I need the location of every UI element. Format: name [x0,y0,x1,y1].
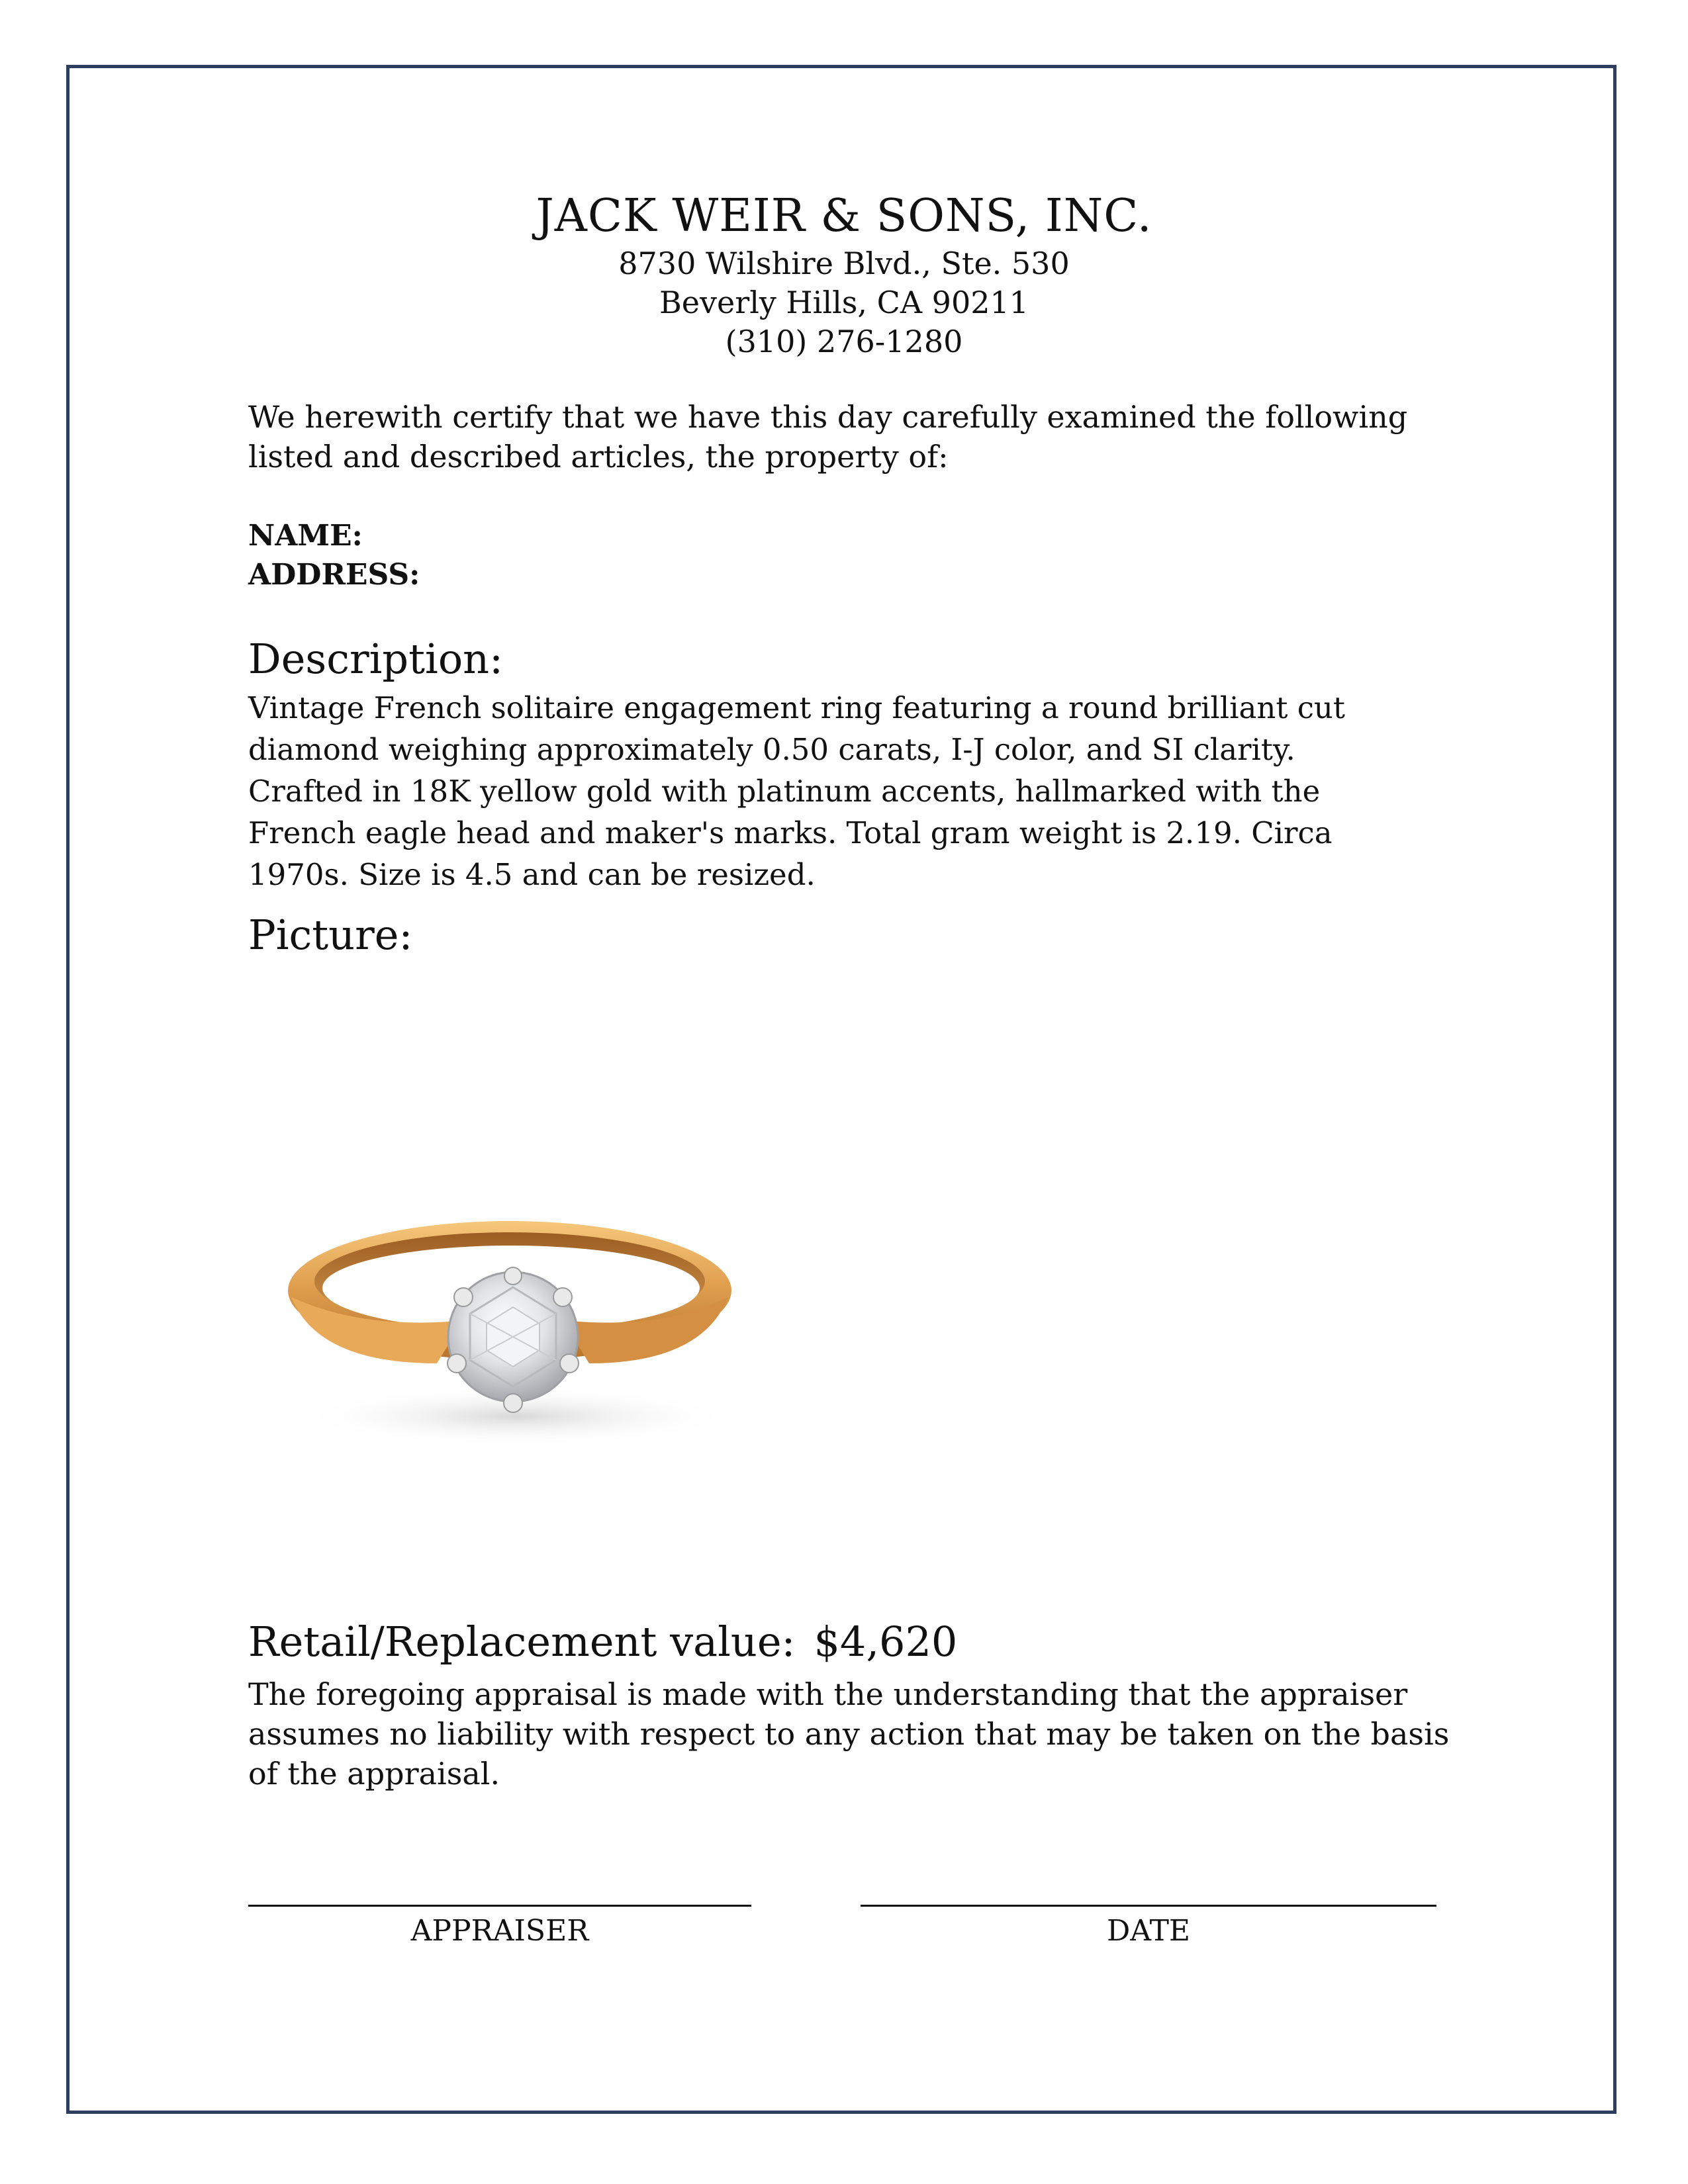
picture-heading: Picture: [248,911,413,959]
letterhead [0,189,1688,361]
valuation-line [248,1617,957,1667]
disclaimer-text: The foregoing appraisal is made with the understanding that the appraiser assumes no liability with respect to any action that may be taken on the basis of the appraisal. [248,1676,1450,1792]
certification-statement: We herewith certify that we have this day carefully examined the following listed and described articles, the property of: [248,399,1408,475]
date-signature-line [861,1905,1436,1907]
phone-number: (310) 276-1280 [725,324,963,359]
address-line-2: Beverly Hills, CA 90211 [659,285,1029,320]
address-line-1: 8730 Wilshire Blvd., Ste. 530 [618,246,1070,281]
description-heading: Description: [248,635,503,683]
page-border [66,65,1617,2114]
date-label: DATE [1106,1914,1191,1948]
appraiser-signature-line [248,1905,751,1907]
description-text: Vintage French solitaire engagement ring featuring a round brilliant cut diamond weighing approximately 0.50 carats, I-J color, and SI clarity. Crafted in 18K yellow gold with platinum accents, hallmarked with the French eagle head and maker's marks. Total gram weight is 2.19. Circa 1970s. Size is 4.5 and can be resized. [248,690,1345,892]
name-label: NAME: [248,519,363,553]
valuation-amount: $4,620 [814,1617,958,1666]
address-label: ADDRESS: [248,558,420,592]
company-name: JACK WEIR & SONS, INC. [536,190,1152,242]
appraiser-label: APPRAISER [410,1914,589,1948]
valuation-label: Retail/Replacement value: [248,1617,796,1666]
diamond-ring-photo [265,1165,768,1469]
